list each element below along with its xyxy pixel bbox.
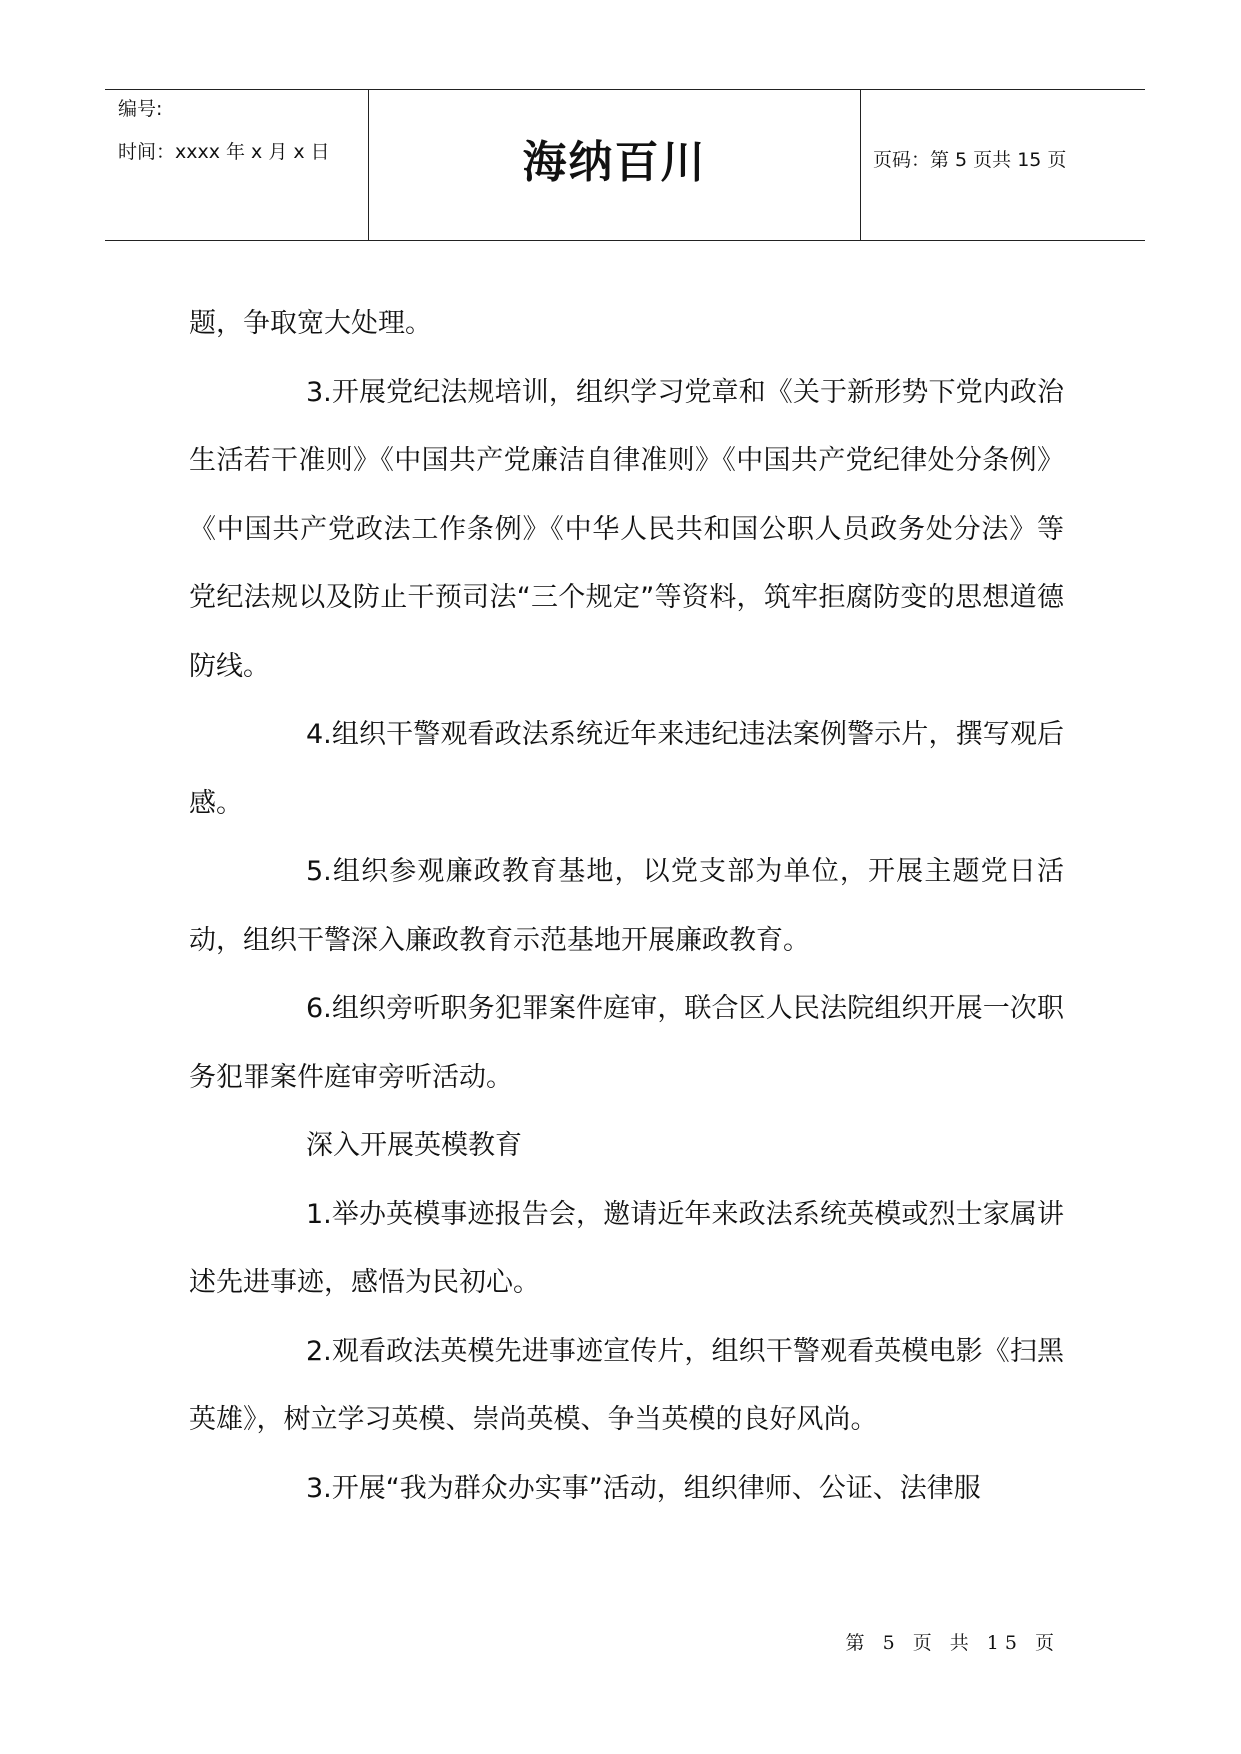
paragraph: 题，争取宽大处理。 (189, 308, 432, 339)
doc-number-label: 编号: (118, 98, 163, 120)
doc-date-label: 时间：xxxx 年 x 月 x 日 (118, 141, 330, 163)
section-heading: 深入开展英模教育 (306, 1130, 522, 1161)
paragraph: 5.组织参观廉政教育基地，以党支部为单位，开展主题党日活动，组织干警深入廉政教育示范基地开展廉政教育。 (189, 856, 1064, 956)
header-middle-cell (369, 90, 861, 240)
paragraph: 3.开展党纪法规培训，组织学习党章和《关于新形势下党内政治生活若干准则》《中国共产党廉洁自律准则》《中国共产党纪律处分条例》《中国共产党政法工作条例》《中华人民共和国公职人员政务处分法》等党纪法规以及防止干预司法“三个规定”等资料，筑牢拒腐防变的思想道德防线。 (189, 376, 1064, 682)
footer-page-number: 第 5 页 共 15 页 (845, 1632, 1060, 1654)
paragraph: 2.观看政法英模先进事迹宣传片，组织干警观看英模电影《扫黑英雄》，树立学习英模、崇尚英模、争当英模的良好风尚。 (189, 1335, 1064, 1435)
paragraph: 3.开展“我为群众办实事”活动，组织律师、公证、法律服 (306, 1472, 981, 1504)
header-page-label: 页码：第 5 页共 15 页 (873, 149, 1067, 171)
header-right-cell (861, 90, 1145, 240)
paragraph: 6.组织旁听职务犯罪案件庭审，联合区人民法院组织开展一次职务犯罪案件庭审旁听活动。 (189, 993, 1064, 1093)
paragraph: 4.组织干警观看政法系统近年来违纪违法案例警示片，撰写观后感。 (189, 719, 1064, 819)
paragraph: 1.举办英模事迹报告会，邀请近年来政法系统英模或烈士家属讲述先进事迹，感悟为民初心。 (189, 1198, 1064, 1298)
header-left-cell (105, 90, 369, 240)
document-body (189, 290, 1064, 1523)
brand-title: 海纳百川 (522, 137, 707, 188)
document-header (105, 89, 1145, 241)
